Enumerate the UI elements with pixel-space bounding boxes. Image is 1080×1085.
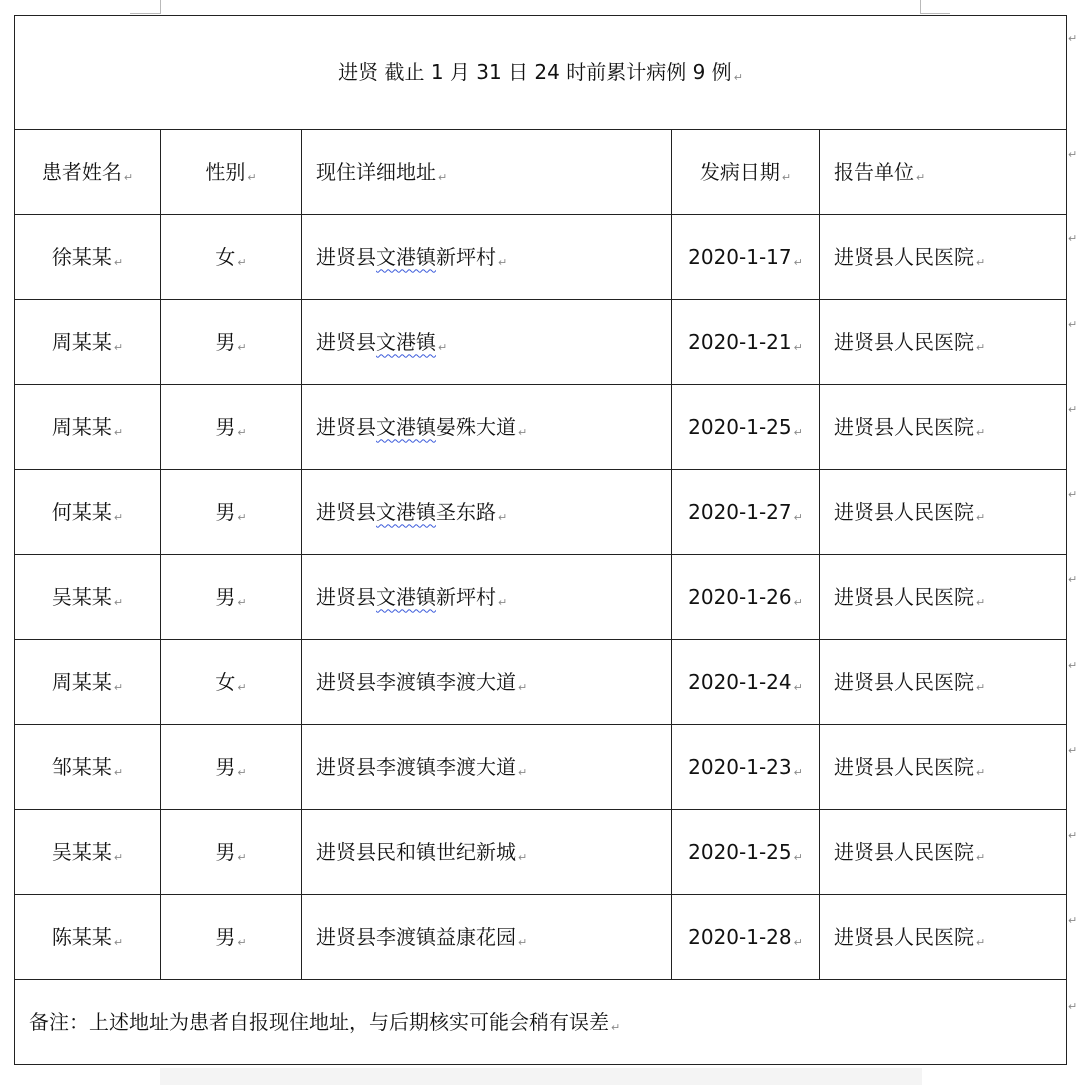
table-row <box>15 300 1067 385</box>
table-row <box>15 215 1067 300</box>
row-end-mark: ↵ <box>1068 32 1078 45</box>
cell-sex: 男 ↵ <box>161 725 302 810</box>
cell-sex: 男 ↵ <box>161 895 302 980</box>
spellcheck-underline: 文港镇 <box>376 414 436 439</box>
cell-address: 进贤县李渡镇李渡大道 ↵ <box>302 725 672 810</box>
header-row <box>15 130 1067 215</box>
cell-unit: 进贤县人民医院 ↵ <box>820 470 1067 555</box>
cell-name: 周某某 ↵ <box>15 640 161 725</box>
header-name: 患者姓名 ↵ <box>15 130 161 215</box>
cell-sex: 女 ↵ <box>161 215 302 300</box>
row-end-mark: ↵ <box>1068 403 1078 416</box>
cell-name: 周某某 ↵ <box>15 385 161 470</box>
cell-name: 吴某某 ↵ <box>15 810 161 895</box>
crop-mark-right <box>920 0 921 14</box>
cell-date: 2020-1-24 ↵ <box>672 640 820 725</box>
note-row <box>15 980 1067 1065</box>
cell-sex: 男 ↵ <box>161 810 302 895</box>
title-row <box>15 16 1067 130</box>
cell-date: 2020-1-17 ↵ <box>672 215 820 300</box>
cell-address: 进贤县李渡镇益康花园 ↵ <box>302 895 672 980</box>
cell-unit: 进贤县人民医院 ↵ <box>820 385 1067 470</box>
cell-sex: 男 ↵ <box>161 385 302 470</box>
spellcheck-underline: 文港镇 <box>376 329 436 354</box>
spellcheck-underline: 文港镇 <box>376 584 436 609</box>
crop-mark-right-h <box>920 13 950 14</box>
row-end-mark: ↵ <box>1068 1000 1078 1013</box>
cell-date: 2020-1-21 ↵ <box>672 300 820 385</box>
cell-unit: 进贤县人民医院 ↵ <box>820 300 1067 385</box>
table-row <box>15 895 1067 980</box>
cell-name: 徐某某 ↵ <box>15 215 161 300</box>
cell-date: 2020-1-27 ↵ <box>672 470 820 555</box>
cell-name: 陈某某 ↵ <box>15 895 161 980</box>
row-end-mark: ↵ <box>1068 744 1078 757</box>
row-end-mark: ↵ <box>1068 573 1078 586</box>
cell-date: 2020-1-23 ↵ <box>672 725 820 810</box>
header-sex: 性别 ↵ <box>161 130 302 215</box>
page-bottom-shadow <box>160 1068 922 1085</box>
row-end-mark: ↵ <box>1068 148 1078 161</box>
paragraph-mark: ↵ <box>733 71 743 84</box>
row-end-mark: ↵ <box>1068 232 1078 245</box>
table-row <box>15 555 1067 640</box>
header-onset-date: 发病日期 ↵ <box>672 130 820 215</box>
cell-date: 2020-1-25 ↵ <box>672 385 820 470</box>
header-report-unit: 报告单位 ↵ <box>820 130 1067 215</box>
row-end-mark: ↵ <box>1068 659 1078 672</box>
cell-sex: 女 ↵ <box>161 640 302 725</box>
cell-unit: 进贤县人民医院 ↵ <box>820 640 1067 725</box>
cell-name: 何某某 ↵ <box>15 470 161 555</box>
cell-address: 进贤县文港镇新坪村 ↵ <box>302 555 672 640</box>
cell-address: 进贤县民和镇世纪新城 ↵ <box>302 810 672 895</box>
cell-date: 2020-1-25 ↵ <box>672 810 820 895</box>
table-row <box>15 640 1067 725</box>
row-end-mark: ↵ <box>1068 318 1078 331</box>
cell-name: 吴某某 ↵ <box>15 555 161 640</box>
row-end-mark: ↵ <box>1068 829 1078 842</box>
table-title: 进贤 截止 1 月 31 日 24 时前累计病例 9 例 <box>338 60 732 84</box>
cell-name: 周某某 ↵ <box>15 300 161 385</box>
cell-address: 进贤县文港镇圣东路 ↵ <box>302 470 672 555</box>
note-text: 备注：上述地址为患者自报现住地址，与后期核实可能会稍有误差 <box>29 1009 609 1034</box>
cell-name: 邹某某 ↵ <box>15 725 161 810</box>
cell-address: 进贤县文港镇 ↵ <box>302 300 672 385</box>
table-row <box>15 810 1067 895</box>
row-end-mark: ↵ <box>1068 914 1078 927</box>
cell-sex: 男 ↵ <box>161 470 302 555</box>
spellcheck-underline: 文港镇 <box>376 499 436 524</box>
cell-date: 2020-1-28 ↵ <box>672 895 820 980</box>
cell-address: 进贤县文港镇新坪村 ↵ <box>302 215 672 300</box>
cell-address: 进贤县文港镇晏殊大道 ↵ <box>302 385 672 470</box>
case-table <box>14 15 1067 1065</box>
cell-sex: 男 ↵ <box>161 300 302 385</box>
cell-unit: 进贤县人民医院 ↵ <box>820 215 1067 300</box>
cell-address: 进贤县李渡镇李渡大道 ↵ <box>302 640 672 725</box>
crop-mark-left-h <box>130 13 160 14</box>
table-row <box>15 470 1067 555</box>
table-row <box>15 385 1067 470</box>
spellcheck-underline: 文港镇 <box>376 244 436 269</box>
cell-unit: 进贤县人民医院 ↵ <box>820 555 1067 640</box>
crop-mark-left <box>160 0 161 14</box>
header-address: 现住详细地址 ↵ <box>302 130 672 215</box>
row-end-mark: ↵ <box>1068 488 1078 501</box>
table-title-cell <box>15 16 1067 130</box>
cell-sex: 男 ↵ <box>161 555 302 640</box>
cell-unit: 进贤县人民医院 ↵ <box>820 725 1067 810</box>
cell-date: 2020-1-26 ↵ <box>672 555 820 640</box>
note-cell: 备注：上述地址为患者自报现住地址，与后期核实可能会稍有误差 ↵ <box>15 980 1067 1065</box>
table-row <box>15 725 1067 810</box>
cell-unit: 进贤县人民医院 ↵ <box>820 895 1067 980</box>
cell-unit: 进贤县人民医院 ↵ <box>820 810 1067 895</box>
